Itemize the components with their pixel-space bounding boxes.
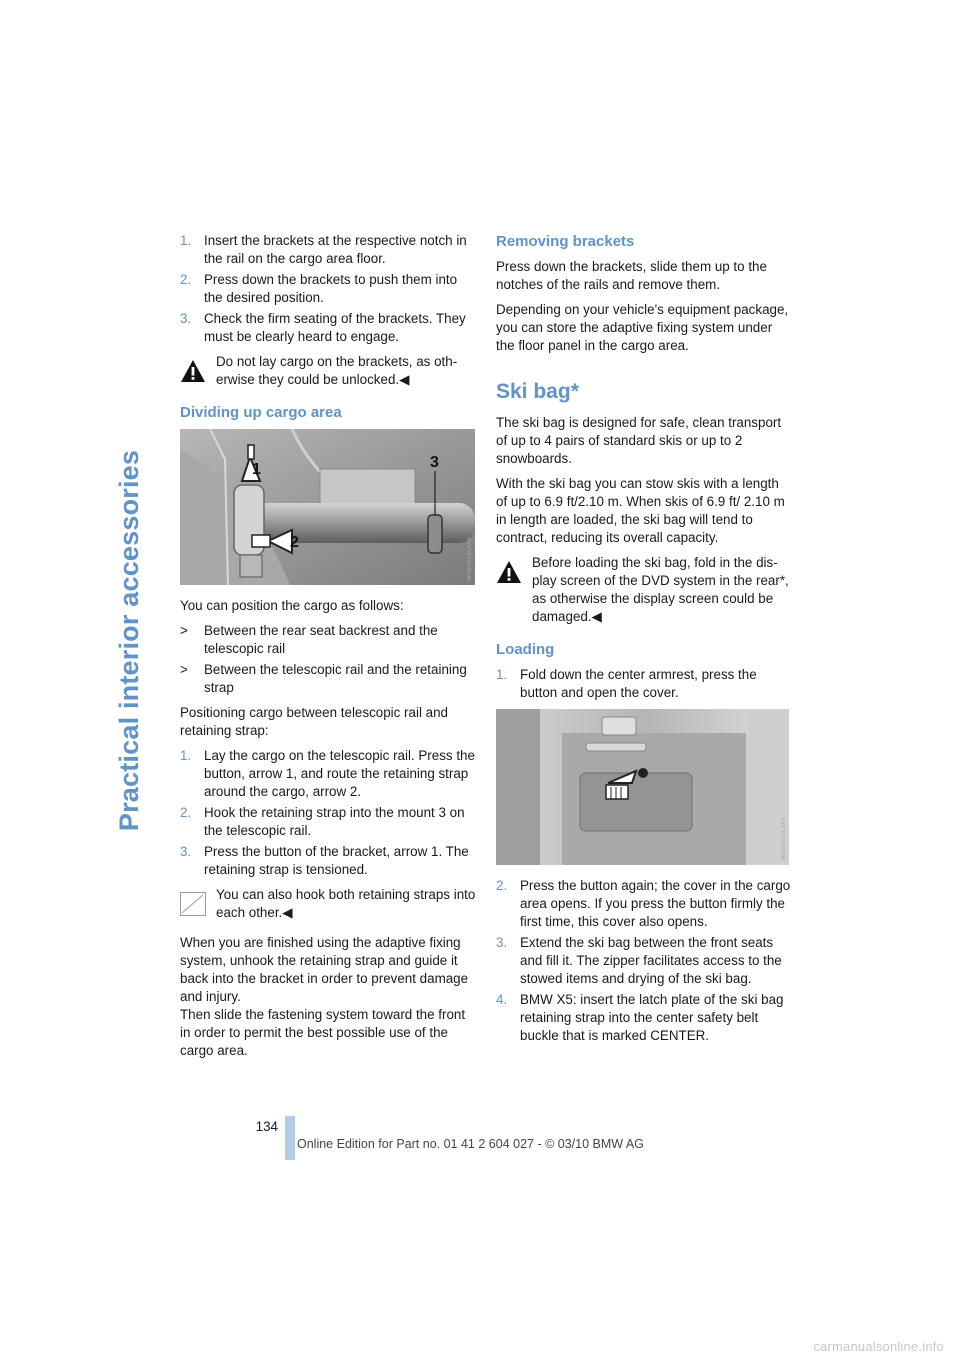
figure-label-1: 1: [252, 461, 261, 478]
warning-triangle-icon: [496, 560, 522, 584]
armrest-illustration: [496, 709, 789, 865]
list-item: 4. BMW X5: insert the latch plate of the ski bag retaining strap into the center safety belt buckle that is marked CENTER.: [496, 992, 784, 1043]
removing-paragraph-2: Depending on your vehicle's equipment package, you can store the adaptive fixing system under the floor panel in the cargo area.: [496, 302, 789, 353]
list-item: > Between the rear seat backrest and the telescopic rail: [180, 623, 438, 656]
list-item: 3. Check the firm seating of the brackets. They must be clearly heard to engage.: [180, 311, 466, 344]
heading-removing-brackets: Removing brackets: [496, 233, 635, 250]
list-item: 3. Extend the ski bag between the front seats and fill it. The zipper facilitates access to the stowed items and drying of the ski bag.: [496, 935, 782, 986]
position-options: [180, 622, 476, 697]
section-side-title: Practical interior accessories: [114, 449, 145, 831]
ski-paragraph-1: The ski bag is designed for safe, clean transport of up to 4 pairs of standard skis or up to 2 snowboards.: [496, 415, 782, 466]
warning-note: Do not lay cargo on the brackets, as otherwise they could be unlocked.◀: [180, 353, 476, 389]
list-item: 3. Press the button of the bracket, arrow 1. The retaining strap is tensioned.: [180, 844, 469, 877]
hint-note: You can also hook both retaining straps into each other.◀: [180, 886, 476, 922]
heading-dividing-cargo-area: Dividing up cargo area: [180, 404, 342, 421]
loading-steps: [496, 877, 791, 1045]
ski-paragraph-2: With the ski bag you can stow skis with a length of up to 6.9 ft/2.10 m. When skis of 6.9 ft/ 2.10 m in length are loaded, the ski bag will tend to contract, reducing its overall capacity.: [496, 476, 785, 545]
note-icon: [180, 892, 206, 916]
warning-triangle-icon: [180, 359, 206, 383]
page-number: 134: [255, 1119, 278, 1134]
heading-loading: Loading: [496, 641, 555, 658]
position-intro: You can position the cargo as follows:: [180, 598, 404, 613]
list-item: 1. Insert the brackets at the respective notch in the rail on the cargo area floor.: [180, 233, 467, 266]
telescopic-rail-figure: [180, 429, 475, 585]
figure-label-3: 3: [430, 454, 439, 471]
install-steps: [180, 232, 476, 346]
finish-paragraph: When you are finished using the adaptive fixing system, unhook the retaining strap and guide it back into the bracket in order to prevent damage and injury.: [180, 935, 469, 1004]
list-item: 2. Hook the retaining strap into the mount 3 on the telescopic rail.: [180, 805, 465, 838]
warning-note: Before loading the ski bag, fold in the display screen of the DVD system in the rear*, as otherwise the display screen could be damaged.◀: [496, 554, 791, 626]
figure-code: W06x025CMA: [781, 817, 787, 861]
telescopic-rail-illustration: [180, 429, 475, 585]
removing-paragraph-1: Press down the brackets, slide them up to the notches of the rails and remove them.: [496, 259, 767, 292]
positioning-steps: [180, 747, 476, 879]
left-column: [180, 232, 476, 1067]
list-item: 2. Press the button again; the cover in the cargo area opens. If you press the button firmly the first time, this cover also opens.: [496, 878, 791, 929]
armrest-figure: [496, 709, 789, 865]
figure-label-2: 2: [290, 534, 299, 551]
figure-code: W06x023CMA: [467, 537, 473, 581]
list-item: > Between the telescopic rail and the retaining strap: [180, 662, 467, 695]
positioning-intro: Positioning cargo between telescopic rail and retaining strap:: [180, 705, 448, 738]
right-column: [496, 232, 791, 1052]
footer-accent-bar: [285, 1116, 295, 1160]
edition-note: Online Edition for Part no. 01 41 2 604 027 - © 03/10 BMW AG: [297, 1137, 644, 1151]
slide-paragraph: Then slide the fastening system toward the front in order to permit the best possible use of the cargo area.: [180, 1007, 466, 1058]
heading-ski-bag: Ski bag*: [496, 380, 579, 403]
loading-step-1: [496, 666, 791, 702]
list-item: 1. Lay the cargo on the telescopic rail. Press the button, arrow 1, and route the retaining strap around the cargo, arrow 2.: [180, 748, 475, 799]
list-item: 1. Fold down the center armrest, press the button and open the cover.: [496, 667, 757, 700]
list-item: 2. Press down the brackets to push them into the desired position.: [180, 272, 458, 305]
watermark: carmanualsonline.info: [813, 1339, 944, 1354]
